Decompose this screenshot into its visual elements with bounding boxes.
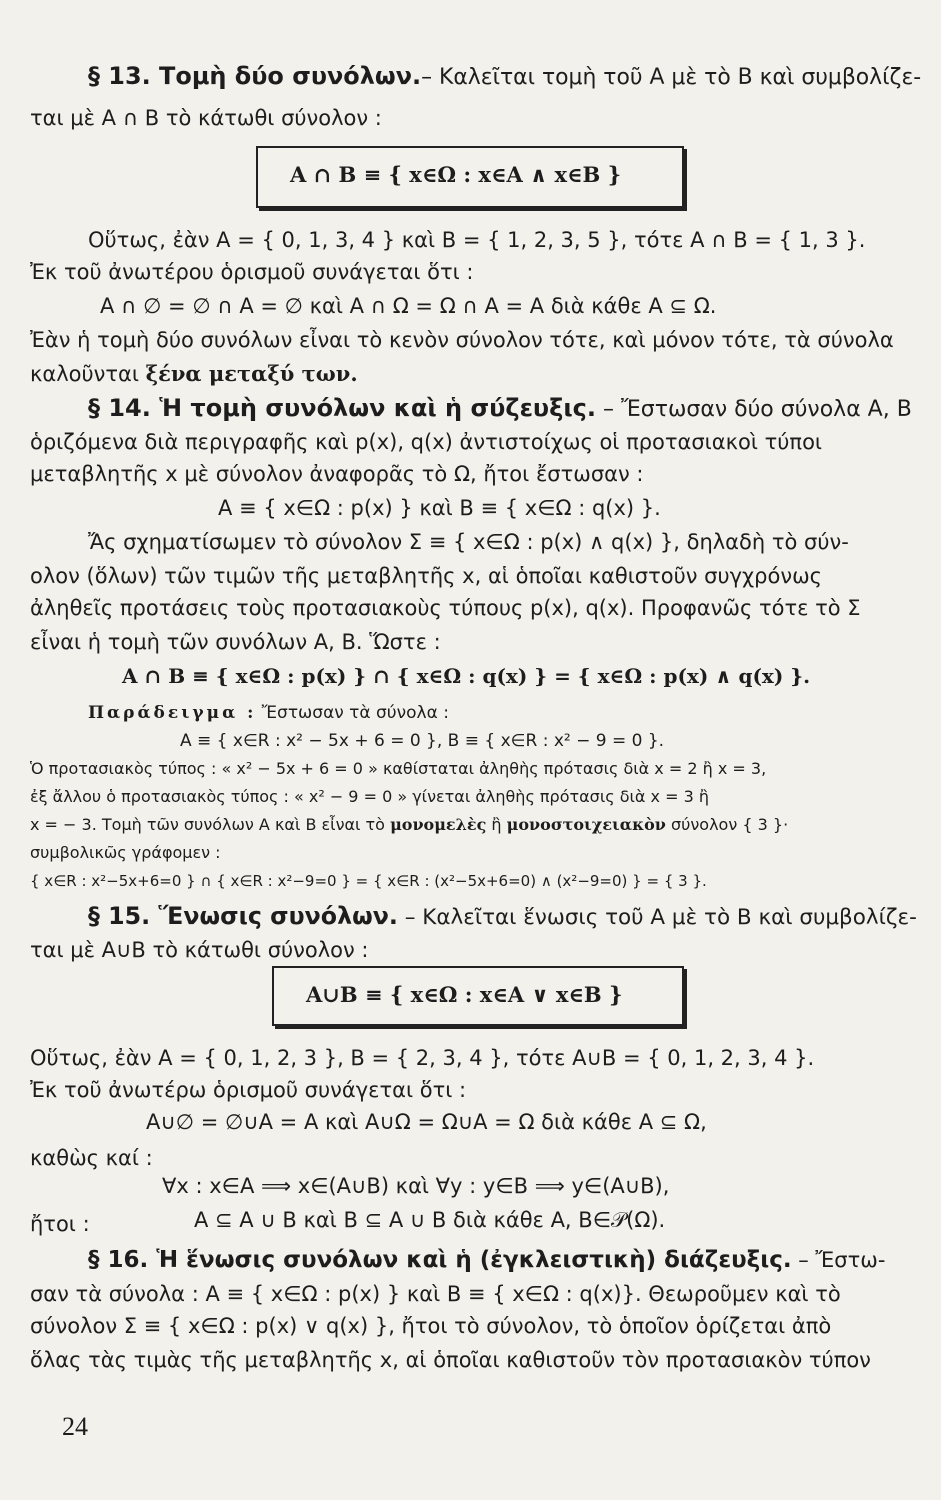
example-line7: { x∈R : x²−5x+6=0 } ∩ { x∈R : x²−9=0 } = { x∈R : (x²−5x+6=0) ∧ (x²−9=0) } = { 3 }. bbox=[30, 872, 707, 890]
sec13-line6: Ἐὰν ἡ τομὴ δύο συνόλων εἶναι τὸ κενὸν σύνολον τότε, καὶ μόνον τότε, τὰ σύνολα bbox=[30, 328, 894, 352]
sec16-line1-text: – Ἔστω- bbox=[791, 1248, 886, 1272]
sec14-line4: Α ≡ { x∈Ω : p(x) } καὶ Β ≡ { x∈Ω : q(x) }. bbox=[218, 496, 661, 520]
sec16-line1 bbox=[88, 1246, 885, 1274]
sec15-line3: Οὕτως, ἐὰν Α = { 0, 1, 2, 3 }, Β = { 2, 3, 4 }, τότε Α∪Β = { 0, 1, 2, 3, 4 }. bbox=[30, 1046, 815, 1070]
sec15-line5: Α∪∅ = ∅∪Α = Α καὶ Α∪Ω = Ω∪Α = Ω διὰ κάθε Α ⊆ Ω, bbox=[146, 1110, 707, 1134]
sec13-term-disjoint: ξένα μεταξύ των. bbox=[145, 361, 358, 386]
example-line5-c: ἢ bbox=[486, 815, 507, 834]
sec13-line1 bbox=[88, 62, 921, 92]
example-line3: Ὁ προτασιακὸς τύπος : « x² − 5x + 6 = 0 » καθίσταται ἀληθὴς πρότασις διὰ x = 2 ἢ x = 3, bbox=[30, 759, 767, 778]
example-label: Παράδειγμα : bbox=[88, 703, 257, 723]
sec15-line6: καθὼς καί : bbox=[30, 1146, 153, 1170]
example-line5-a: x = − 3. Τομὴ τῶν συνόλων Α καὶ Β εἶναι τὸ bbox=[30, 815, 391, 834]
example-line2: Α ≡ { x∈R : x² − 5x + 6 = 0 }, Β ≡ { x∈R : x² − 9 = 0 }. bbox=[180, 731, 665, 751]
sec13-line7 bbox=[30, 360, 358, 388]
example-line1-text: Ἔστωσαν τὰ σύνολα : bbox=[256, 703, 449, 723]
sec15-heading: § 15. Ἕνωσις συνόλων. bbox=[88, 902, 398, 930]
sec16-line3: σύνολον Σ ≡ { x∈Ω : p(x) ∨ q(x) }, ἤτοι τὸ σύνολον, τὸ ὁποῖον ὁρίζεται ἀπὸ bbox=[30, 1314, 832, 1338]
sec15-line1 bbox=[88, 902, 917, 932]
sec16-line2: σαν τὰ σύνολα : Α ≡ { x∈Ω : p(x) } καὶ Β ≡ { x∈Ω : q(x)}. Θεωροῦμεν καὶ τὸ bbox=[30, 1282, 841, 1306]
sec14-line3: μεταβλητῆς x μὲ σύνολον ἀναφορᾶς τὸ Ω, ἤτοι ἔστωσαν : bbox=[30, 462, 644, 486]
sec16-heading: § 16. Ἡ ἕνωσις συνόλων καὶ ἡ (ἐγκλειστικὴ) διάζευξις. bbox=[88, 1247, 792, 1273]
sec13-heading: § 13. Τομὴ δύο συνόλων. bbox=[88, 62, 422, 90]
example-term-monomeles: μονομελὲς bbox=[390, 815, 487, 834]
sec15-line8-lead: ἤτοι : bbox=[30, 1212, 90, 1236]
sec13-line3: Οὕτως, ἐὰν Α = { 0, 1, 3, 4 } καὶ Β = { 1, 2, 3, 5 }, τότε Α ∩ Β = { 1, 3 }. bbox=[88, 228, 866, 252]
sec13-line7-text: καλοῦνται bbox=[30, 362, 146, 386]
sec14-line7: ἀληθεῖς προτάσεις τοὺς προτασιακοὺς τύπους p(x), q(x). Προφανῶς τότε τὸ Σ bbox=[30, 596, 861, 620]
sec15-line8-formula: Α ⊆ Α ∪ Β καὶ Β ⊆ Α ∪ Β διὰ κάθε Α, Β∈𝒫(Ω). bbox=[194, 1208, 666, 1232]
sec14-line5: Ἄς σχηματίσωμεν τὸ σύνολον Σ ≡ { x∈Ω : p(x) ∧ q(x) }, δηλαδὴ τὸ σύν- bbox=[88, 530, 849, 554]
sec13-line4: Ἐκ τοῦ ἀνωτέρου ὁρισμοῦ συνάγεται ὅτι : bbox=[30, 260, 474, 284]
sec14-line6: ολον (ὅλων) τῶν τιμῶν τῆς μεταβλητῆς x, αἱ ὁποῖαι καθιστοῦν συγχρόνως bbox=[30, 564, 823, 588]
sec15-line8 bbox=[30, 1210, 90, 1238]
sec13-line1-text: – Καλεῖται τομὴ τοῦ Α μὲ τὸ Β καὶ συμβολίζε- bbox=[421, 65, 922, 90]
sec15-line2: ται μὲ Α∪Β τὸ κάτωθι σύνολον : bbox=[30, 938, 369, 962]
sec14-line2: ὁριζόμενα διὰ περιγραφῆς καὶ p(x), q(x) ἀντιστοίχως οἱ προτασιακοὶ τύποι bbox=[30, 430, 823, 454]
sec15-line7: ∀x : x∈Α ⟹ x∈(Α∪Β) καὶ ∀y : y∈Β ⟹ y∈(Α∪Β), bbox=[162, 1174, 670, 1198]
example-line5 bbox=[30, 814, 788, 836]
example-line4: ἐξ ἄλλου ὁ προτασιακὸς τύπος : « x² − 9 = 0 » γίνεται ἀληθὴς πρότασις διὰ x = 3 ἢ bbox=[30, 787, 709, 806]
sec15-line4: Ἐκ τοῦ ἀνωτέρω ὁρισμοῦ συνάγεται ὅτι : bbox=[30, 1078, 467, 1102]
sec14-line1 bbox=[88, 394, 912, 424]
page-number: 24 bbox=[62, 1412, 88, 1441]
sec14-line1-text: – Ἔστωσαν δύο σύνολα Α, Β bbox=[596, 397, 912, 422]
sec15-definition: Α∪Β ≡ { x∈Ω : x∈Α ∨ x∈Β } bbox=[306, 982, 623, 1007]
example-term-monostoicheiakon: μονοστοιχειακὸν bbox=[506, 815, 666, 834]
example-line6: συμβολικῶς γράφομεν : bbox=[30, 843, 221, 862]
sec14-line9: Α ∩ Β ≡ { x∈Ω : p(x) } ∩ { x∈Ω : q(x) } = { x∈Ω : p(x) ∧ q(x) }. bbox=[122, 664, 811, 688]
example-line5-e: σύνολον { 3 }· bbox=[665, 815, 789, 834]
sec13-line5: Α ∩ ∅ = ∅ ∩ Α = ∅ καὶ Α ∩ Ω = Ω ∩ Α = Α διὰ κάθε Α ⊆ Ω. bbox=[100, 294, 717, 318]
sec13-definition: Α ∩ Β ≡ { x∈Ω : x∈Α ∧ x∈Β } bbox=[290, 162, 622, 187]
sec14-line8: εἶναι ἡ τομὴ τῶν συνόλων Α, Β. Ὥστε : bbox=[30, 630, 441, 654]
sec16-line4: ὅλας τὰς τιμὰς τῆς μεταβλητῆς x, αἱ ὁποῖαι καθιστοῦν τὸν προτασιακὸν τύπον bbox=[30, 1348, 871, 1372]
sec14-heading: § 14. Ἡ τομὴ συνόλων καὶ ἡ σύζευξις. bbox=[88, 394, 597, 422]
example-line1 bbox=[88, 702, 449, 724]
sec15-line1-text: – Καλεῖται ἕνωσις τοῦ Α μὲ τὸ Β καὶ συμβολίζε- bbox=[397, 905, 917, 930]
sec13-line2: ται μὲ Α ∩ Β τὸ κάτωθι σύνολον : bbox=[30, 106, 382, 130]
